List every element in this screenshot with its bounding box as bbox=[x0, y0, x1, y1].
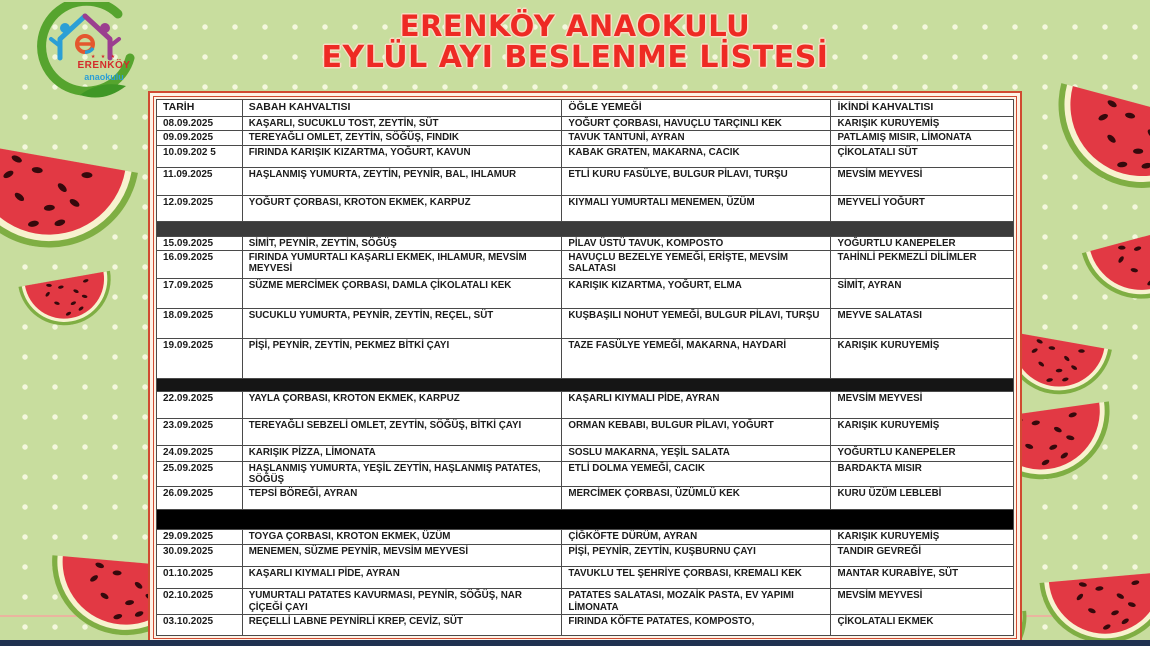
table-row bbox=[157, 589, 1014, 615]
breakfast-cell: KARIŞIK PİZZA, LİMONATA bbox=[242, 445, 562, 461]
separator-row bbox=[157, 221, 1014, 236]
lunch-cell: ETLİ DOLMA YEMEĞİ, CACIK bbox=[562, 461, 831, 487]
column-header: SABAH KAHVALTISI bbox=[242, 100, 562, 117]
date-cell: 15.09.2025 bbox=[157, 236, 243, 250]
watermelon-slice-icon bbox=[1037, 559, 1150, 646]
table-row bbox=[157, 145, 1014, 167]
snack-cell: MEYVELİ YOĞURT bbox=[831, 195, 1014, 221]
breakfast-cell: FIRINDA KARIŞIK KIZARTMA, YOĞURT, KAVUN bbox=[242, 145, 562, 167]
date-cell: 17.09.2025 bbox=[157, 278, 243, 308]
watermelon-slice-icon bbox=[0, 125, 143, 262]
snack-cell: MEVSİM MEYVESİ bbox=[831, 589, 1014, 615]
lunch-cell: ÇİĞKÖFTE DÜRÜM, AYRAN bbox=[562, 530, 831, 545]
snack-cell: MEVSİM MEYVESİ bbox=[831, 167, 1014, 195]
date-cell: 11.09.2025 bbox=[157, 167, 243, 195]
table-row bbox=[157, 117, 1014, 131]
separator-row bbox=[157, 510, 1014, 530]
table-row bbox=[157, 338, 1014, 378]
breakfast-cell: SUCUKLU YUMURTA, PEYNİR, ZEYTİN, REÇEL, SÜT bbox=[242, 308, 562, 338]
snack-cell: TANDIR GEVREĞİ bbox=[831, 545, 1014, 567]
breakfast-cell: HAŞLANMIŞ YUMURTA, ZEYTİN, PEYNİR, BAL, IHLAMUR bbox=[242, 167, 562, 195]
column-header: ÖĞLE YEMEĞİ bbox=[562, 100, 831, 117]
date-cell: 10.09.202 5 bbox=[157, 145, 243, 167]
snack-cell: MEYVE SALATASI bbox=[831, 308, 1014, 338]
snack-cell: ÇİKOLATALI SÜT bbox=[831, 145, 1014, 167]
lunch-cell: HAVUÇLU BEZELYE YEMEĞİ, ERİŞTE, MEVSİM SALATASI bbox=[562, 250, 831, 278]
snack-cell: KARIŞIK KURUYEMİŞ bbox=[831, 117, 1014, 131]
snack-cell: YOĞURTLU KANEPELER bbox=[831, 445, 1014, 461]
column-header: TARİH bbox=[157, 100, 243, 117]
snack-cell: TAHİNLİ PEKMEZLİ DİLİMLER bbox=[831, 250, 1014, 278]
lunch-cell: MERCİMEK ÇORBASI, ÜZÜMLÜ KEK bbox=[562, 487, 831, 510]
date-cell: 23.09.2025 bbox=[157, 418, 243, 445]
breakfast-cell: MENEMEN, SÜZME PEYNİR, MEVSİM MEYVESİ bbox=[242, 545, 562, 567]
watermelon-slice-icon bbox=[1078, 210, 1150, 313]
snack-cell: MANTAR KURABİYE, SÜT bbox=[831, 567, 1014, 589]
logo-subtitle: anaokulu bbox=[84, 72, 124, 82]
breakfast-cell: SÜZME MERCİMEK ÇORBASI, DAMLA ÇİKOLATALI KEK bbox=[242, 278, 562, 308]
breakfast-cell: KAŞARLI, SUCUKLU TOST, ZEYTİN, SÜT bbox=[242, 117, 562, 131]
snack-cell: KARIŞIK KURUYEMİŞ bbox=[831, 418, 1014, 445]
breakfast-cell: FIRINDA YUMURTALI KAŞARLI EKMEK, IHLAMUR, MEVSİM MEYVESİ bbox=[242, 250, 562, 278]
table-row bbox=[157, 487, 1014, 510]
date-cell: 30.09.2025 bbox=[157, 545, 243, 567]
snack-cell: BARDAKTA MISIR bbox=[831, 461, 1014, 487]
snack-cell: KURU ÜZÜM LEBLEBİ bbox=[831, 487, 1014, 510]
snack-cell: ÇİKOLATALI EKMEK bbox=[831, 614, 1014, 635]
lunch-cell: TAZE FASÜLYE YEMEĞİ, MAKARNA, HAYDARİ bbox=[562, 338, 831, 378]
lunch-cell: KUŞBAŞILI NOHUT YEMEĞİ, BULGUR PİLAVI, TURŞU bbox=[562, 308, 831, 338]
snack-cell: PATLAMIŞ MISIR, LİMONATA bbox=[831, 131, 1014, 145]
table-header-row bbox=[157, 100, 1014, 117]
date-cell: 09.09.2025 bbox=[157, 131, 243, 145]
lunch-cell: SOSLU MAKARNA, YEŞİL SALATA bbox=[562, 445, 831, 461]
breakfast-cell: KAŞARLI KIYMALI PİDE, AYRAN bbox=[242, 567, 562, 589]
date-cell: 22.09.2025 bbox=[157, 391, 243, 418]
watermelon-slice-icon bbox=[1038, 68, 1150, 208]
date-cell: 02.10.2025 bbox=[157, 589, 243, 615]
separator-band bbox=[157, 510, 1014, 530]
lunch-cell: YOĞURT ÇORBASI, HAVUÇLU TARÇINLI KEK bbox=[562, 117, 831, 131]
date-cell: 03.10.2025 bbox=[157, 614, 243, 635]
title-school-name: ERENKÖY ANAOKULU bbox=[399, 9, 751, 43]
separator-row bbox=[157, 378, 1014, 391]
breakfast-cell: TEPSİ BÖREĞİ, AYRAN bbox=[242, 487, 562, 510]
lunch-cell: PİLAV ÜSTÜ TAVUK, KOMPOSTO bbox=[562, 236, 831, 250]
menu-table-frame bbox=[148, 91, 1022, 644]
breakfast-cell: TOYGA ÇORBASI, KROTON EKMEK, ÜZÜM bbox=[242, 530, 562, 545]
table-row bbox=[157, 195, 1014, 221]
table-row bbox=[157, 391, 1014, 418]
column-header: İKİNDİ KAHVALTISI bbox=[831, 100, 1014, 117]
breakfast-cell: REÇELLİ LABNE PEYNİRLİ KREP, CEVİZ, SÜT bbox=[242, 614, 562, 635]
lunch-cell: PİŞİ, PEYNİR, ZEYTİN, KUŞBURNU ÇAYI bbox=[562, 545, 831, 567]
lunch-cell: KAŞARLI KIYMALI PİDE, AYRAN bbox=[562, 391, 831, 418]
snack-cell: MEVSİM MEYVESİ bbox=[831, 391, 1014, 418]
lunch-cell: KABAK GRATEN, MAKARNA, CACIK bbox=[562, 145, 831, 167]
table-row bbox=[157, 445, 1014, 461]
logo-school-name: ERENKÖY bbox=[77, 60, 131, 71]
table-row bbox=[157, 250, 1014, 278]
date-cell: 25.09.2025 bbox=[157, 461, 243, 487]
snack-cell: YOĞURTLU KANEPELER bbox=[831, 236, 1014, 250]
title-list-name: EYLÜL AYI BESLENME LİSTESİ bbox=[321, 40, 829, 75]
table-row bbox=[157, 308, 1014, 338]
table-row bbox=[157, 418, 1014, 445]
breakfast-cell: PİŞİ, PEYNİR, ZEYTİN, PEKMEZ BİTKİ ÇAYI bbox=[242, 338, 562, 378]
breakfast-cell: YUMURTALI PATATES KAVURMASI, PEYNİR, SÖĞÜŞ, NAR ÇİÇEĞİ ÇAYI bbox=[242, 589, 562, 615]
breakfast-cell: TEREYAĞLI SEBZELİ OMLET, ZEYTİN, SÖĞÜŞ, BİTKİ ÇAYI bbox=[242, 418, 562, 445]
lunch-cell: TAVUKLU TEL ŞEHRİYE ÇORBASI, KREMALI KEK bbox=[562, 567, 831, 589]
lunch-cell: ETLİ KURU FASÜLYE, BULGUR PİLAVI, TURŞU bbox=[562, 167, 831, 195]
lunch-cell: ORMAN KEBABI, BULGUR PİLAVI, YOĞURT bbox=[562, 418, 831, 445]
table-row bbox=[157, 545, 1014, 567]
snack-cell: KARIŞIK KURUYEMİŞ bbox=[831, 338, 1014, 378]
table-row bbox=[157, 530, 1014, 545]
watermelon-slice-icon bbox=[16, 262, 119, 333]
breakfast-cell: SİMİT, PEYNİR, ZEYTİN, SÖĞÜŞ bbox=[242, 236, 562, 250]
menu-table bbox=[156, 99, 1014, 636]
table-row bbox=[157, 236, 1014, 250]
lunch-cell: KIYMALI YUMURTALI MENEMEN, ÜZÜM bbox=[562, 195, 831, 221]
breakfast-cell: TEREYAĞLI OMLET, ZEYTİN, SÖĞÜŞ, FINDIK bbox=[242, 131, 562, 145]
breakfast-cell: YOĞURT ÇORBASI, KROTON EKMEK, KARPUZ bbox=[242, 195, 562, 221]
date-cell: 19.09.2025 bbox=[157, 338, 243, 378]
table-row bbox=[157, 567, 1014, 589]
lunch-cell: TAVUK TANTUNİ, AYRAN bbox=[562, 131, 831, 145]
logo-stars: ★ ★ ★ bbox=[90, 54, 118, 60]
snack-cell: KARIŞIK KURUYEMİŞ bbox=[831, 530, 1014, 545]
separator-band bbox=[157, 378, 1014, 391]
table-row bbox=[157, 461, 1014, 487]
breakfast-cell: HAŞLANMIŞ YUMURTA, YEŞİL ZEYTİN, HAŞLANMIŞ PATATES, SÖĞÜŞ bbox=[242, 461, 562, 487]
table-row bbox=[157, 131, 1014, 145]
page-title bbox=[0, 9, 1150, 75]
date-cell: 29.09.2025 bbox=[157, 530, 243, 545]
lunch-cell: PATATES SALATASI, MOZAİK PASTA, EV YAPIMI LİMONATA bbox=[562, 589, 831, 615]
lunch-cell: KARIŞIK KIZARTMA, YOĞURT, ELMA bbox=[562, 278, 831, 308]
date-cell: 01.10.2025 bbox=[157, 567, 243, 589]
date-cell: 08.09.2025 bbox=[157, 117, 243, 131]
date-cell: 18.09.2025 bbox=[157, 308, 243, 338]
bottom-navy-bar bbox=[0, 640, 1150, 646]
lunch-cell: FIRINDA KÖFTE PATATES, KOMPOSTO, bbox=[562, 614, 831, 635]
table-row bbox=[157, 614, 1014, 635]
snack-cell: SİMİT, AYRAN bbox=[831, 278, 1014, 308]
table-row bbox=[157, 167, 1014, 195]
table-row bbox=[157, 278, 1014, 308]
date-cell: 26.09.2025 bbox=[157, 487, 243, 510]
date-cell: 12.09.2025 bbox=[157, 195, 243, 221]
date-cell: 24.09.2025 bbox=[157, 445, 243, 461]
date-cell: 16.09.2025 bbox=[157, 250, 243, 278]
breakfast-cell: YAYLA ÇORBASI, KROTON EKMEK, KARPUZ bbox=[242, 391, 562, 418]
separator-band bbox=[157, 221, 1014, 236]
